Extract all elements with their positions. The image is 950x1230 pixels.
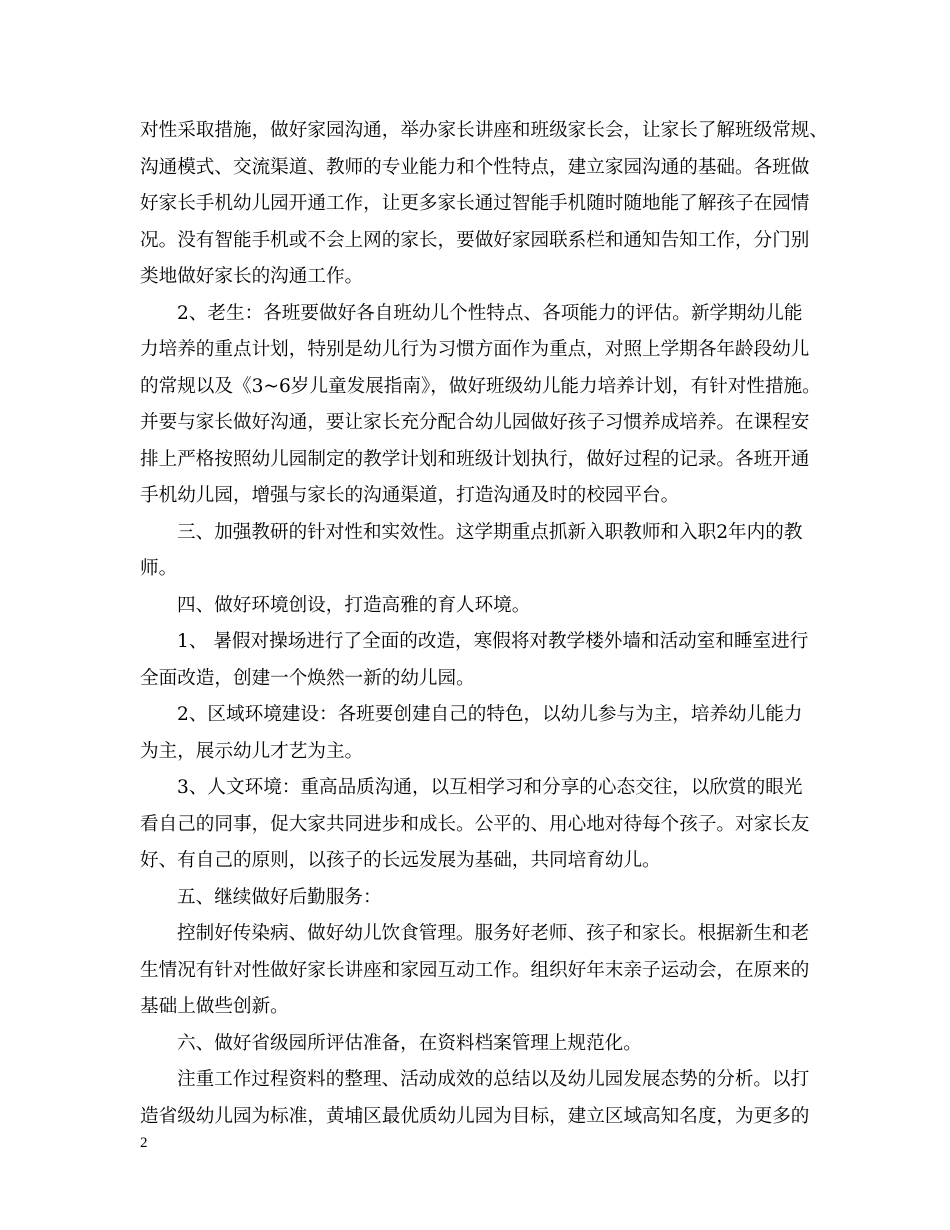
text-line: 类地做好家长的沟通工作。: [140, 266, 364, 287]
text-line: 为主，展示幼儿才艺为主。: [140, 740, 364, 762]
text-line: 师。: [140, 558, 178, 579]
text-line: 基础上做些创新。: [140, 996, 289, 1017]
text-line: 好家长手机幼儿园开通工作，让更多家长通过智能手机随时随地能了解孩子在园情: [140, 193, 810, 214]
text-line: 控制好传染病、做好幼儿饮食管理。服务好老师、孩子和家长。根据新生和老: [177, 923, 810, 944]
body-text: [140, 113, 828, 1135]
text-line: 三、加强教研的针对性和实效性。这学期重点抓新入职教师和入职2年内的教: [177, 521, 803, 543]
text-line: 排上严格按照幼儿园制定的教学计划和班级计划执行，做好过程的记录。各班开通: [140, 448, 810, 470]
text-line: 生情况有针对性做好家长讲座和家园互动工作。组织好年末亲子运动会，在原来的: [140, 959, 810, 981]
text-line: 六、做好省级园所评估准备，在资料档案管理上规范化。: [177, 1032, 642, 1054]
text-line: 手机幼儿园，增强与家长的沟通渠道，打造沟通及时的校园平台。: [140, 485, 680, 506]
text-line: 四、做好环境创设，打造高雅的育人环境。: [177, 594, 531, 616]
text-line: 对性采取措施，做好家园沟通，举办家长讲座和班级家长会，让家长了解班级常规、: [140, 120, 828, 141]
text-line: 沟通模式、交流渠道、教师的专业能力和个性特点，建立家园沟通的基础。各班做: [140, 156, 810, 178]
text-line: 全面改造，创建一个焕然一新的幼儿园。: [140, 667, 475, 689]
text-line: 好、有自己的原则，以孩子的长远发展为基础，共同培育幼儿。: [140, 850, 661, 871]
text-line: 3、人文环境：重高品质沟通，以互相学习和分享的心态交往，以欣赏的眼光: [177, 777, 803, 798]
text-line: 力培养的重点计划，特别是幼儿行为习惯方面作为重点，对照上学期各年龄段幼儿: [140, 339, 810, 360]
text-line: 看自己的同事，促大家共同进步和成长。公平的、用心地对待每个孩子。对家长友: [140, 813, 810, 835]
text-line: 五、继续做好后勤服务：: [177, 886, 382, 908]
page-number: 2: [140, 1135, 148, 1151]
text-line: 的常规以及《3~6岁儿童发展指南》，做好班级幼儿能力培养计划，有针对性措施。: [140, 375, 821, 397]
text-line: 造省级幼儿园为标准，黄埔区最优质幼儿园为目标，建立区域高知名度，为更多的: [140, 1105, 810, 1127]
text-line: 2、老生：各班要做好各自班幼儿个性特点、各项能力的评估。新学期幼儿能: [177, 302, 803, 324]
text-line: 况。没有智能手机或不会上网的家长，要做好家园联系栏和通知告知工作，分门别: [140, 229, 810, 251]
text-line: 2、区域环境建设：各班要创建自己的特色，以幼儿参与为主，培养幼儿能力: [177, 704, 803, 725]
text-line: 1、 暑假对操场进行了全面的改造，寒假将对教学楼外墙和活动室和睡室进行: [177, 631, 809, 652]
text-line: 并要与家长做好沟通，要让家长充分配合幼儿园做好孩子习惯养成培养。在课程安: [140, 412, 810, 433]
text-line: 注重工作过程资料的整理、活动成效的总结以及幼儿园发展态势的分析。以打: [177, 1069, 810, 1090]
